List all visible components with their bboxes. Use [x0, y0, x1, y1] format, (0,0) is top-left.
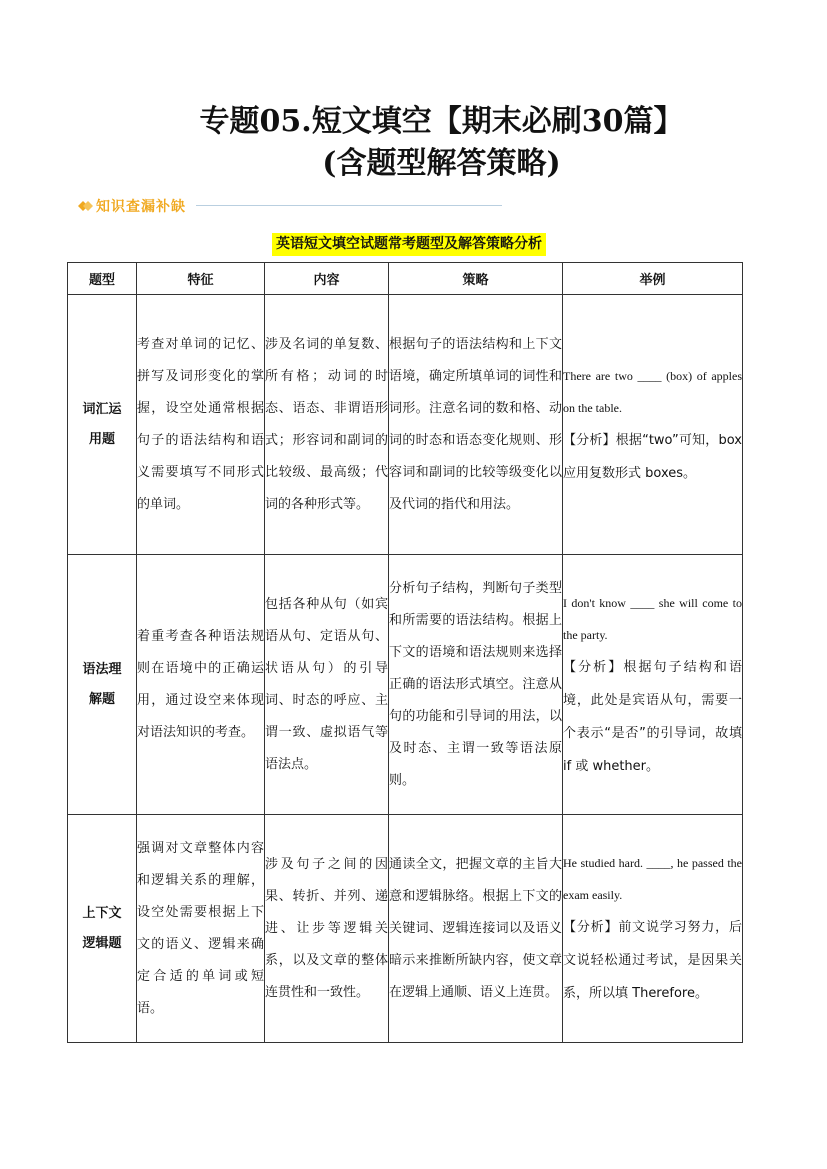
row-type: 词汇运用题 — [68, 295, 137, 555]
row-strategy: 分析句子结构，判断句子类型和所需要的语法结构。根据上下文的语境和语法规则来选择正确的语法形式填空。注意从句的功能和引导词的用法，以及时态、主谓一致等语法原则。 — [389, 555, 563, 815]
example-analysis: 【分析】根据句子结构和语境，此处是宾语从句，需要一个表示“是否”的引导词，故填 if 或 whether。 — [563, 659, 742, 774]
table-row — [68, 295, 743, 555]
double-diamond-icon — [76, 197, 94, 215]
example-sentence: I don't know ____ she will come to the party. — [563, 595, 742, 642]
row-content: 涉及名词的单复数、所有格；动词的时态、语态、非谓语形式；形容词和副词的比较级、最高级；代词的各种形式等。 — [265, 295, 389, 555]
section-label: 知识查漏补缺 — [96, 199, 186, 215]
row-feature: 强调对文章整体内容和逻辑关系的理解，设空处需要根据上下文的语义、逻辑来确定合适的单词或短语。 — [137, 815, 265, 1043]
row-feature: 着重考查各种语法规则在语境中的正确运用，通过设空来体现对语法知识的考查。 — [137, 555, 265, 815]
table-row — [68, 815, 743, 1043]
header-feature: 特征 — [137, 263, 265, 295]
section-heading — [76, 194, 186, 218]
table-caption: 英语短文填空试题常考题型及解答策略分析 — [272, 233, 546, 256]
row-content: 包括各种从句（如宾语从句、定语从句、状语从句）的引导词、时态的呼应、主谓一致、虚拟语气等语法点。 — [265, 555, 389, 815]
example-sentence: There are two ____ (box) of apples on the table. — [563, 368, 742, 415]
row-example — [563, 295, 743, 555]
example-sentence: He studied hard. ____, he passed the exam easily. — [563, 856, 742, 902]
section-divider — [196, 205, 502, 206]
page-subtitle: (含题型解答策略) — [322, 146, 561, 181]
table-row — [68, 555, 743, 815]
header-example: 举例 — [563, 263, 743, 295]
row-content: 涉及句子之间的因果、转折、并列、递进、让步等逻辑关系，以及文章的整体连贯性和一致性。 — [265, 815, 389, 1043]
example-analysis: 【分析】前文说学习努力，后文说轻松通过考试，是因果关系，所以填 Therefore。 — [563, 920, 742, 1001]
page-title: 专题05.短文填空【期末必刷30篇】 — [199, 104, 684, 139]
row-strategy: 根据句子的语法结构和上下文语境，确定所填单词的词性和词形。注意名词的数和格、动词的时态和语态变化规则、形容词和副词的比较等级变化以及代词的指代和用法。 — [389, 295, 563, 555]
strategy-table — [67, 262, 743, 1043]
header-content: 内容 — [265, 263, 389, 295]
example-analysis: 【分析】根据“two”可知，box 应用复数形式 boxes。 — [563, 432, 742, 481]
header-type: 题型 — [68, 263, 137, 295]
row-type: 上下文逻辑题 — [68, 815, 137, 1043]
row-example — [563, 815, 743, 1043]
header-strategy: 策略 — [389, 263, 563, 295]
row-type: 语法理解题 — [68, 555, 137, 815]
table-header-row — [68, 263, 743, 295]
row-example — [563, 555, 743, 815]
row-strategy: 通读全文，把握文章的主旨大意和逻辑脉络。根据上下文的关键词、逻辑连接词以及语义暗示来推断所缺内容，使文章在逻辑上通顺、语义上连贯。 — [389, 815, 563, 1043]
row-feature: 考查对单词的记忆、拼写及词形变化的掌握，设空处通常根据句子的语法结构和语义需要填写不同形式的单词。 — [137, 295, 265, 555]
